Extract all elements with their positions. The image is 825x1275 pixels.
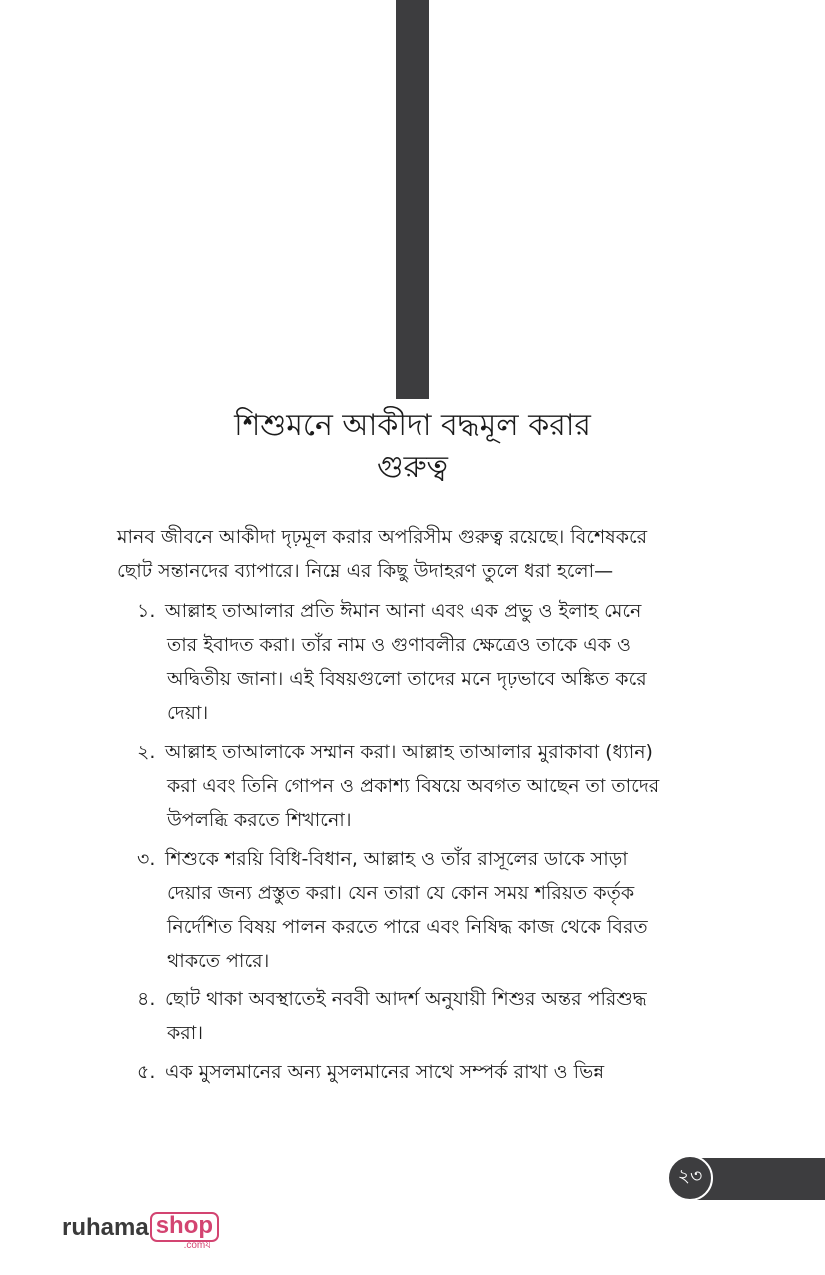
logo-text-shop: shop xyxy=(150,1212,219,1242)
list-text: থাকতে পারে। xyxy=(167,950,270,972)
list-text: তার ইবাদত করা। তাঁর নাম ও গুণাবলীর ক্ষেত্রেও তাকে এক ও xyxy=(167,634,632,656)
page-number: ২৩ xyxy=(667,1155,713,1201)
list-text: দেয়া। xyxy=(167,702,209,724)
list-item-5 xyxy=(137,1055,707,1089)
list-item-1 xyxy=(137,594,707,730)
intro-line: ছোট সন্তানদের ব্যাপারে। নিম্নে এর কিছু উদাহরণ তুলে ধরা হলো— xyxy=(117,560,614,582)
list-text: আল্লাহ তাআলাকে সম্মান করা। আল্লাহ তাআলার মুরাকাবা (ধ্যান) xyxy=(165,741,653,763)
list-text: ছোট থাকা অবস্থাতেই নববী আদর্শ অনুযায়ী শিশুর অন্তর পরিশুদ্ধ xyxy=(165,988,647,1010)
publisher-logo xyxy=(62,1212,219,1256)
intro-paragraph xyxy=(117,520,707,588)
list-number: ৪. xyxy=(137,988,156,1010)
list-text: আল্লাহ তাআলার প্রতি ঈমান আনা এবং এক প্রভু ও ইলাহ মেনে xyxy=(165,600,642,622)
list-text: উপলব্ধি করতে শিখানো। xyxy=(167,809,352,831)
list-text: নির্দেশিত বিষয় পালন করতে পারে এবং নিষিদ্ধ কাজ থেকে বিরত xyxy=(167,916,648,938)
logo-text-ruhama: ruhama xyxy=(62,1214,149,1241)
list-item-4 xyxy=(137,982,707,1050)
logo-domain: .comয xyxy=(183,1240,212,1251)
list-number: ১. xyxy=(137,600,156,622)
list-text: শিশুকে শরয়ি বিধি-বিধান, আল্লাহ ও তাঁর রাসূলের ডাকে সাড়া xyxy=(165,848,628,870)
list-number: ৩. xyxy=(137,848,156,870)
chapter-title: শিশুমনে আকীদা বদ্ধমূল করার xyxy=(234,408,591,443)
list-text: করা। xyxy=(167,1022,204,1044)
list-text: দেয়ার জন্য প্রস্তুত করা। যেন তারা যে কোন সময় শরিয়ত কর্তৃক xyxy=(167,882,635,904)
list-number: ২. xyxy=(137,741,156,763)
top-decorative-bar xyxy=(396,0,429,399)
list-item-3 xyxy=(137,842,707,978)
list-number: ৫. xyxy=(137,1061,156,1083)
intro-line: মানব জীবনে আকীদা দৃঢ়মূল করার অপরিসীম গুরুত্ব রয়েছে। বিশেষকরে xyxy=(117,526,648,548)
list-text: করা এবং তিনি গোপন ও প্রকাশ্য বিষয়ে অবগত আছেন তা তাদের xyxy=(167,775,660,797)
list-text: এক মুসলমানের অন্য মুসলমানের সাথে সম্পর্ক রাখা ও ভিন্ন xyxy=(165,1061,605,1083)
list-text: অদ্বিতীয় জানা। এই বিষয়গুলো তাদের মনে দৃঢ়ভাবে অঙ্কিত করে xyxy=(167,668,647,690)
list-item-2 xyxy=(137,735,707,837)
chapter-title-line-2: গুরুত্ব xyxy=(377,450,448,485)
